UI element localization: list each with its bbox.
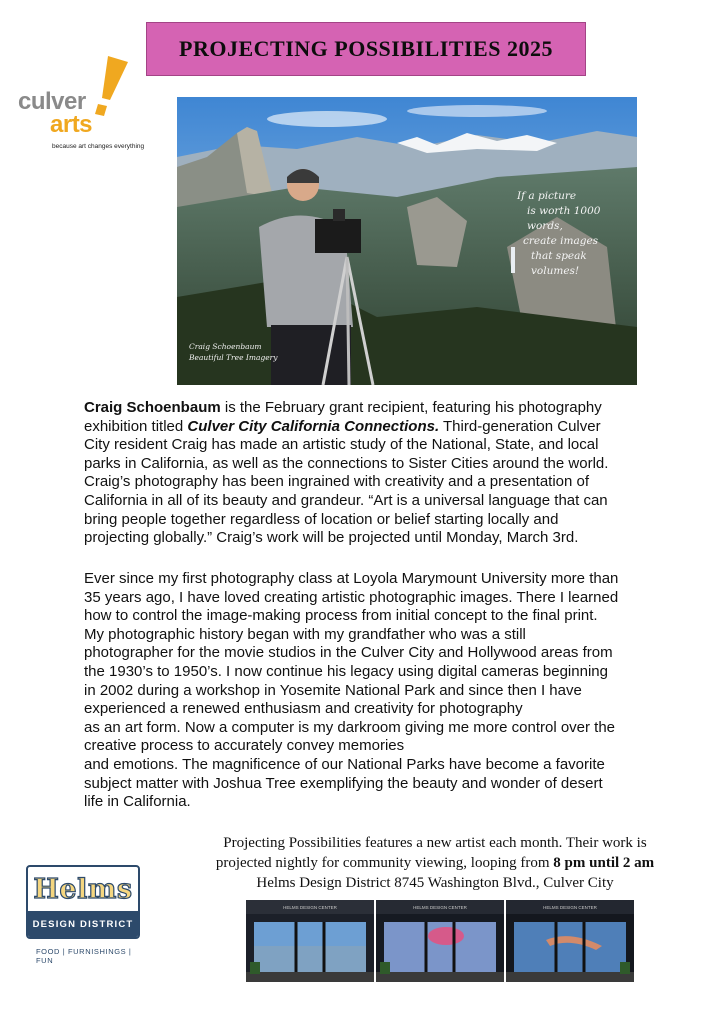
- footer-line: Projecting Possibilities features a new artist each month. Their work is: [223, 835, 647, 851]
- intro-text: Third-generation Culver: [439, 417, 601, 435]
- helms-logo-box: [26, 865, 140, 939]
- logo-word-culver: culver: [18, 88, 86, 115]
- quote-line: that speak volumes!: [531, 250, 587, 277]
- building-photo-strip: [246, 900, 634, 982]
- building-photo: [506, 900, 634, 982]
- statement-text: Ever since my first photography class at Loyola Marymount University more than: [84, 570, 619, 587]
- building-sign: HELMS DESIGN CENTER: [283, 905, 337, 910]
- building-photo: [246, 900, 374, 982]
- statement-text: experienced a renewed enthusiasm and creativity for photography: [84, 700, 523, 718]
- intro-text: parks in California, as well as the connections to Sister Cities around the world.: [84, 454, 609, 472]
- logo-tagline: because art changes everything: [52, 143, 145, 150]
- building-photo: [376, 900, 504, 982]
- intro-text: Craig’s photography has been ingrained with creativity and a presentation of: [84, 473, 590, 491]
- logo-word-arts: arts: [50, 111, 93, 138]
- statement-text: creative process to accurately convey memories: [84, 737, 405, 755]
- quote-line: is worth 1000 words,: [527, 205, 601, 232]
- helms-subtitle: DESIGN DISTRICT: [28, 911, 138, 937]
- page-title: PROJECTING POSSIBILITIES 2025: [179, 36, 553, 61]
- artist-statement: [84, 570, 684, 812]
- credit-line: Craig Schoenbaum: [189, 342, 262, 351]
- helms-wordmark: Helms: [33, 873, 133, 905]
- statement-text: as an art form. Now a computer is my darkroom giving me more control over the: [84, 718, 616, 736]
- quote-line: If a picture: [517, 190, 577, 202]
- statement-text: photographer for the movie studios in the Culver City and Hollywood areas from: [84, 644, 613, 662]
- photo-credit: [189, 341, 278, 363]
- statement-text: life in California.: [84, 793, 191, 811]
- statement-text: the 1930’s to 1950’s. I now continue his legacy using digital cameras beginning: [84, 662, 608, 680]
- exhibition-title: Culver City California Connections.: [187, 417, 440, 435]
- statement-text: subject matter with Joshua Tree exemplifying the beauty and wonder of desert: [84, 774, 603, 792]
- exclamation-mark-icon: [94, 56, 128, 118]
- statement-text: My photographic history began with my grandfather who was a still: [84, 625, 526, 643]
- hero-photo: [177, 97, 637, 385]
- statement-text: how to control the image-making process from initial concept to the final print.: [84, 607, 598, 625]
- intro-paragraph: [84, 399, 684, 548]
- intro-text: City resident Craig has made an artistic study of the National, State, and local: [84, 436, 599, 454]
- statement-text: and emotions. The magnificence of our National Parks have become a favorite: [84, 755, 605, 773]
- intro-text: is the February grant recipient, featuring his photography: [220, 399, 602, 416]
- intro-text: projecting globally.” Craig’s work will be projected until Monday, March 3rd.: [84, 529, 579, 547]
- footer-info: [150, 833, 720, 893]
- statement-text: in 2002 during a workshop in Yosemite National Park and since then I have: [84, 681, 582, 699]
- intro-text: bring people together regardless of location or belief starting locally and: [84, 510, 559, 528]
- artist-name: Craig Schoenbaum: [84, 399, 221, 416]
- building-sign: HELMS DESIGN CENTER: [543, 905, 597, 910]
- statement-text: 35 years ago, I have loved creating artistic photographic images. There I learned: [84, 588, 619, 606]
- venue-address: Helms Design District 8745 Washington Blvd., Culver City: [256, 875, 614, 891]
- helms-design-district-logo: [26, 865, 142, 965]
- title-banner: [146, 22, 586, 76]
- quote-line: create images: [523, 235, 599, 247]
- helms-tagline: FOOD | FURNISHINGS | FUN: [36, 947, 132, 965]
- screening-hours: 8 pm until 2 am: [553, 855, 655, 871]
- footer-line: projected nightly for community viewing, looping from: [215, 855, 554, 871]
- building-sign: HELMS DESIGN CENTER: [413, 905, 467, 910]
- culver-arts-logo: [14, 56, 164, 156]
- hero-quote: [517, 189, 635, 279]
- credit-line: Beautiful Tree Imagery: [189, 353, 278, 362]
- intro-text: California in all of its beauty and grandeur. “Art is a universal language that can: [84, 491, 608, 509]
- intro-text: exhibition titled: [84, 417, 188, 435]
